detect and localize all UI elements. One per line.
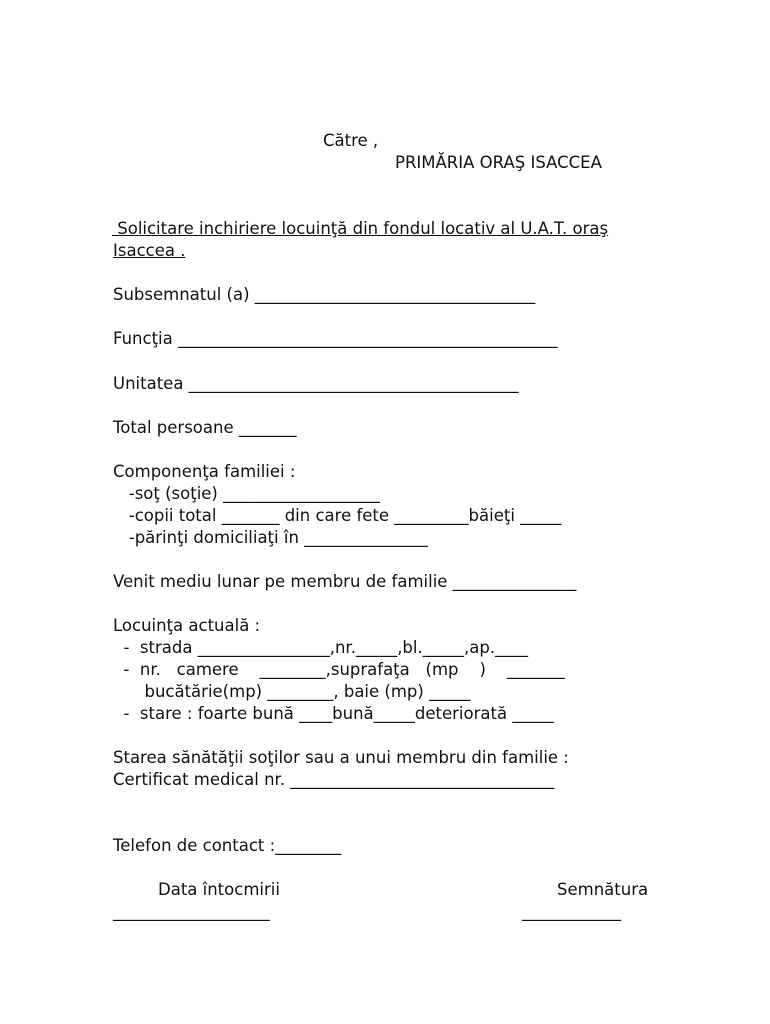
family-composition-title: Componenţa familiei : — [113, 462, 296, 481]
date-line: ___________________ — [113, 902, 270, 921]
health-status-line: Starea sănătăţii soţilor sau a unui membru din familie : — [113, 748, 569, 767]
field-copii: -copii total _______ din care fete _________băieţi _____ — [113, 506, 562, 525]
field-certificat: Certificat medical nr. ________________________________ — [113, 770, 555, 789]
recipient-to: Către , — [323, 131, 379, 150]
recipient-institution: PRIMĂRIA ORAŞ ISACCEA — [395, 153, 602, 172]
field-venit: Venit mediu lunar pe membru de familie _______________ — [113, 572, 577, 591]
date-label: Data întocmirii — [158, 880, 280, 899]
field-total-persoane: Total persoane _______ — [113, 418, 297, 437]
signature-line: ____________ — [522, 902, 621, 921]
current-home-title: Locuinţa actuală : — [113, 616, 261, 635]
field-functia: Funcţia ______________________________________________ — [113, 329, 558, 348]
field-sot: -soţ (soţie) ___________________ — [113, 484, 380, 503]
subject-line-2: Isaccea . — [113, 241, 186, 260]
field-bucatarie: bucătărie(mp) ________, baie (mp) _____ — [113, 682, 471, 701]
subject-line-1: Solicitare inchiriere locuinţă din fondul locativ al U.A.T. oraş — [112, 219, 609, 238]
signature-label: Semnătura — [557, 880, 649, 899]
field-camere: - nr. camere ________,suprafaţa (mp ) _______ — [113, 660, 565, 679]
field-parinti: -părinţi domiciliaţi în _______________ — [113, 528, 428, 547]
field-subsemnatul: Subsemnatul (a) __________________________________ — [113, 285, 536, 304]
field-telefon: Telefon de contact :________ — [113, 836, 342, 855]
field-unitatea: Unitatea ________________________________________ — [113, 374, 519, 393]
field-stare: - stare : foarte bună ____bună_____deteriorată _____ — [113, 704, 554, 723]
field-strada: - strada ________________,nr._____,bl._____,ap.____ — [113, 638, 529, 657]
